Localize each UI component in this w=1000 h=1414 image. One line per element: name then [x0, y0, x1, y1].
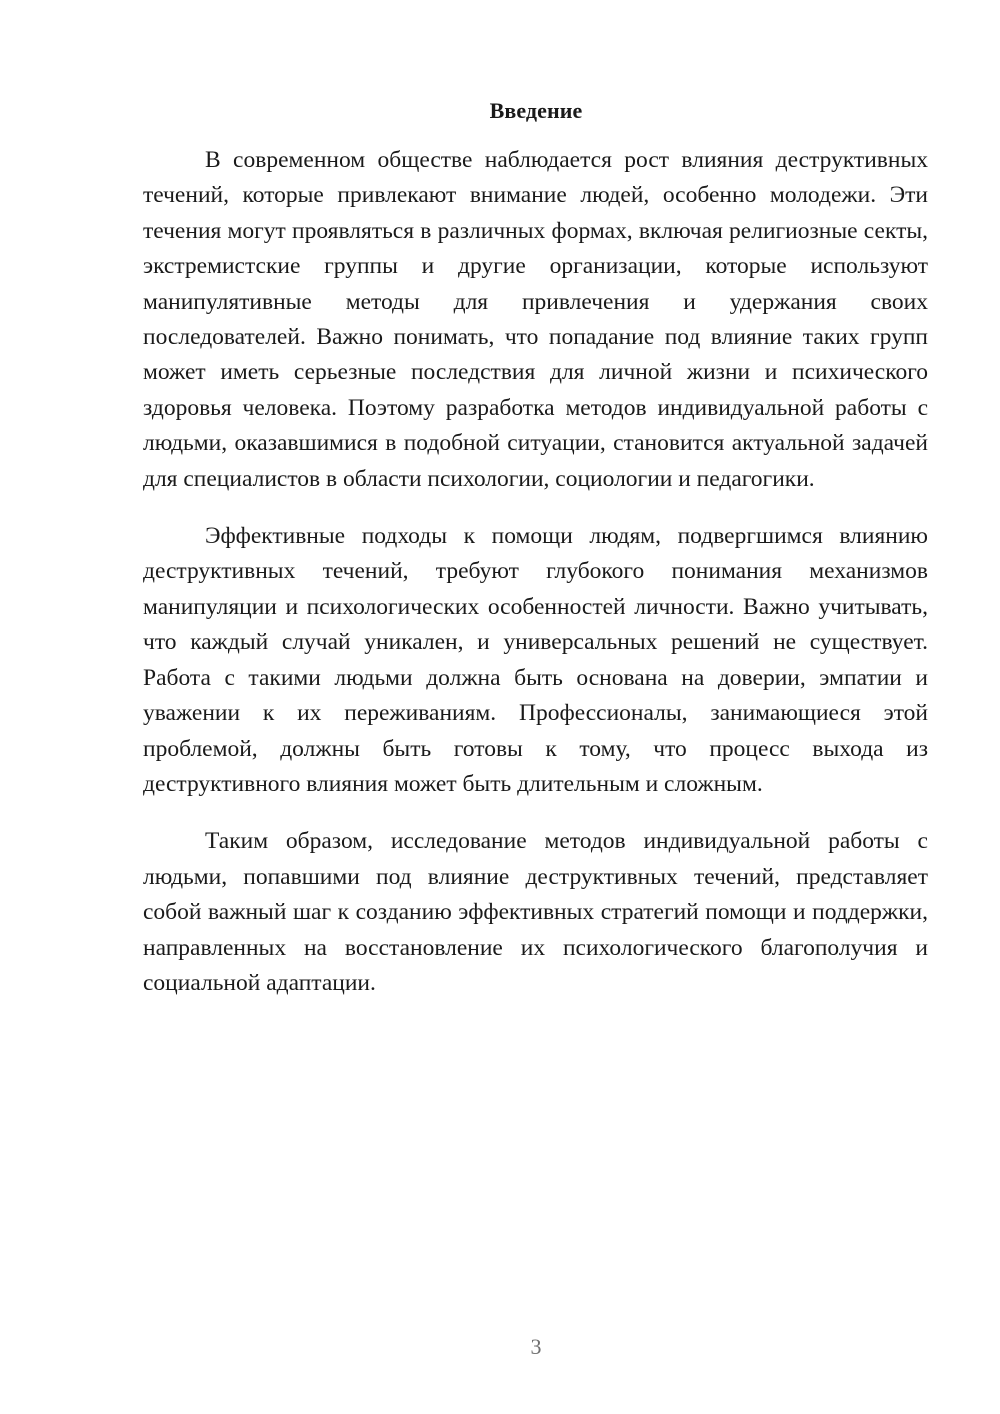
section-title: Введение — [489, 98, 583, 123]
paragraph-1: В современном обществе наблюдается рост влияния деструктивных течений, которые привлекают внимание людей, особенно молодежи. Эти течения могут проявляться в различных формах, включая религиозные секты, экстремистские группы и другие организации, которые используют манипулятивные методы для привлечения и удержания своих последователей. Важно понимать, что попадание под влияние таких групп может иметь серьезные последствия для личной жизни и психического здоровья человека. Поэтому разработка методов индивидуальной работы с людьми, оказавшимися в подобной ситуации, становится актуальной задачей для специалистов в области психологии, социологии и педагогики. — [143, 147, 928, 492]
page-number: 3 — [530, 1334, 542, 1359]
paragraph-2: Эффективные подходы к помощи людям, подвергшимся влиянию деструктивных течений, требуют глубокого понимания механизмов манипуляции и психологических особенностей личности. Важно учитывать, что каждый случай уникален, и универсальных решений не существует. Работа с такими людьми должна быть основана на доверии, эмпатии и уважении к их переживаниям. Профессионалы, занимающиеся этой проблемой, должны быть готовы к тому, что процесс выхода из деструктивного влияния может быть длительным и сложным. — [143, 523, 928, 797]
paragraph-3: Таким образом, исследование методов индивидуальной работы с людьми, попавшими под влияние деструктивных течений, представляет собой важный шаг к созданию эффективных стратегий помощи и поддержки, направленных на восстановление их психологического благополучия и социальной адаптации. — [143, 828, 928, 996]
document-body — [143, 143, 928, 1001]
